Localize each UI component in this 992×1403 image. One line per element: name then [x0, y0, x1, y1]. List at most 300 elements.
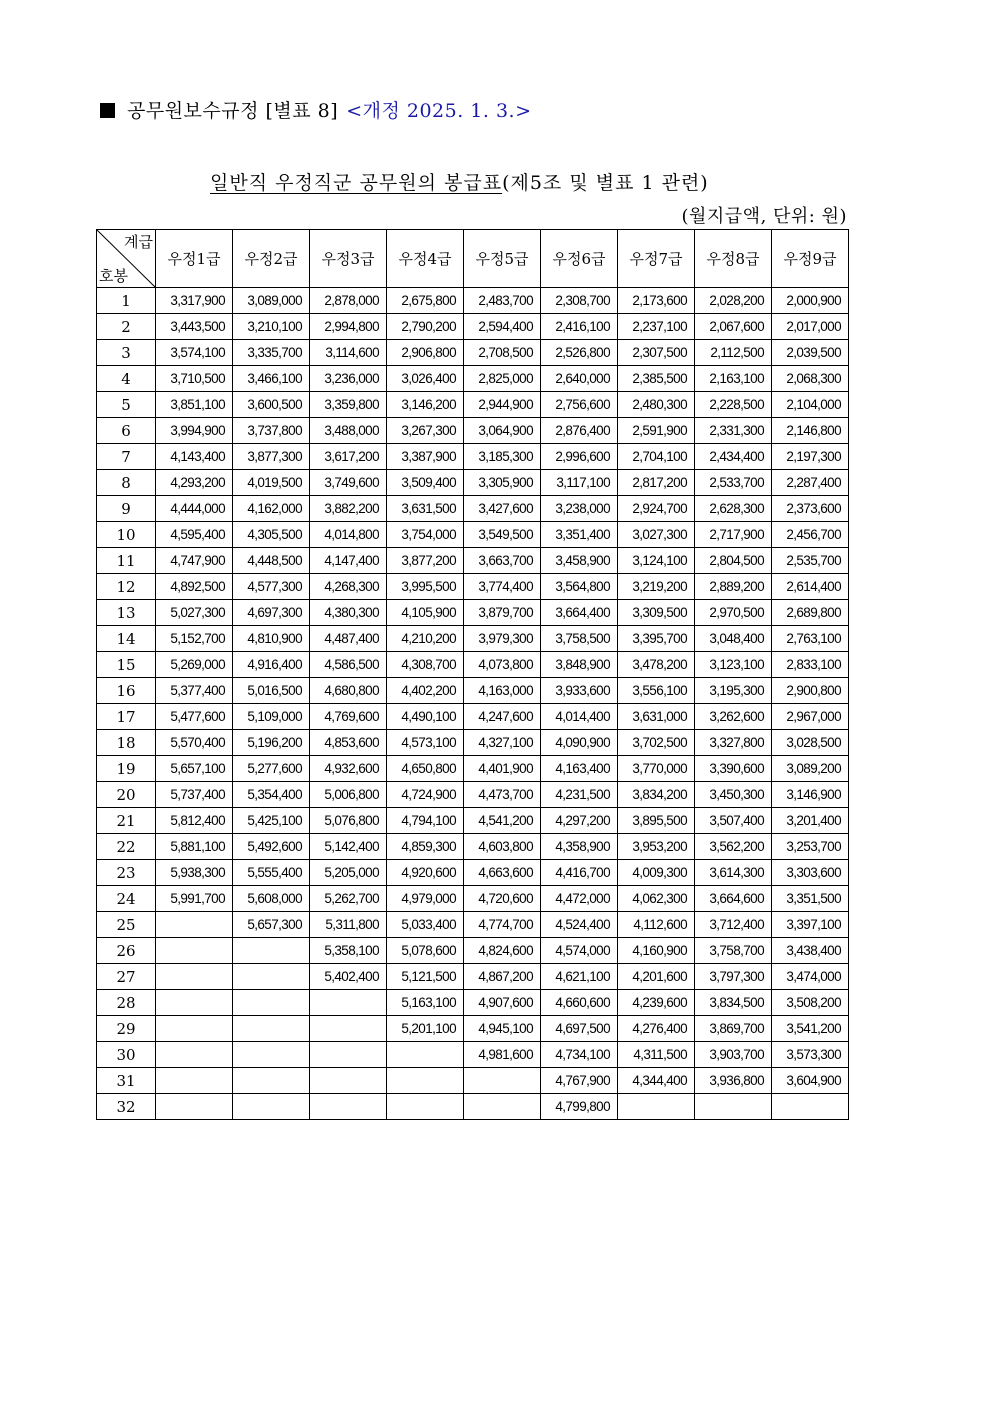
- salary-cell: 3,488,000: [310, 418, 387, 444]
- column-header: 우정2급: [233, 230, 310, 288]
- table-row: [97, 834, 849, 860]
- salary-cell: 4,358,900: [541, 834, 618, 860]
- salary-cell: 3,509,400: [387, 470, 464, 496]
- step-cell: 3: [97, 340, 156, 366]
- salary-cell: 4,487,400: [310, 626, 387, 652]
- step-cell: 6: [97, 418, 156, 444]
- salary-cell: [310, 1068, 387, 1094]
- salary-cell: 3,936,800: [695, 1068, 772, 1094]
- salary-cell: 3,758,500: [541, 626, 618, 652]
- salary-cell: 3,877,200: [387, 548, 464, 574]
- step-cell: 28: [97, 990, 156, 1016]
- salary-cell: 3,474,000: [772, 964, 849, 990]
- salary-cell: 3,089,200: [772, 756, 849, 782]
- salary-cell: [387, 1042, 464, 1068]
- salary-cell: [233, 1042, 310, 1068]
- salary-cell: 4,573,100: [387, 730, 464, 756]
- step-cell: 31: [97, 1068, 156, 1094]
- salary-cell: 3,903,700: [695, 1042, 772, 1068]
- salary-cell: [310, 990, 387, 1016]
- salary-cell: 4,810,900: [233, 626, 310, 652]
- step-cell: 7: [97, 444, 156, 470]
- step-cell: 13: [97, 600, 156, 626]
- salary-cell: [156, 1042, 233, 1068]
- salary-cell: 4,305,500: [233, 522, 310, 548]
- column-header: 우정5급: [464, 230, 541, 288]
- salary-cell: 5,016,500: [233, 678, 310, 704]
- salary-cell: [156, 990, 233, 1016]
- salary-cell: 2,763,100: [772, 626, 849, 652]
- salary-cell: 3,574,100: [156, 340, 233, 366]
- salary-cell: 3,427,600: [464, 496, 541, 522]
- salary-cell: 3,895,500: [618, 808, 695, 834]
- salary-cell: 3,834,200: [618, 782, 695, 808]
- salary-cell: 2,228,500: [695, 392, 772, 418]
- salary-cell: 2,028,200: [695, 288, 772, 314]
- salary-cell: 2,308,700: [541, 288, 618, 314]
- salary-cell: 2,906,800: [387, 340, 464, 366]
- salary-cell: 4,308,700: [387, 652, 464, 678]
- salary-cell: 3,238,000: [541, 496, 618, 522]
- step-cell: 14: [97, 626, 156, 652]
- table-row: [97, 574, 849, 600]
- salary-cell: 4,090,900: [541, 730, 618, 756]
- column-header: 우정9급: [772, 230, 849, 288]
- salary-cell: 4,660,600: [541, 990, 618, 1016]
- salary-cell: 4,473,700: [464, 782, 541, 808]
- salary-cell: [233, 964, 310, 990]
- salary-cell: 2,287,400: [772, 470, 849, 496]
- step-cell: 30: [97, 1042, 156, 1068]
- salary-cell: 4,402,200: [387, 678, 464, 704]
- salary-cell: 2,331,300: [695, 418, 772, 444]
- salary-cell: 4,734,100: [541, 1042, 618, 1068]
- table-row: [97, 938, 849, 964]
- salary-cell: 4,105,900: [387, 600, 464, 626]
- salary-cell: 3,236,000: [310, 366, 387, 392]
- salary-cell: 3,556,100: [618, 678, 695, 704]
- salary-cell: 3,851,100: [156, 392, 233, 418]
- salary-cell: 3,327,800: [695, 730, 772, 756]
- salary-cell: 2,967,000: [772, 704, 849, 730]
- salary-cell: 3,573,300: [772, 1042, 849, 1068]
- step-cell: 22: [97, 834, 156, 860]
- salary-cell: 5,938,300: [156, 860, 233, 886]
- salary-cell: 3,458,900: [541, 548, 618, 574]
- regulation-header: [100, 96, 532, 123]
- table-row: [97, 964, 849, 990]
- salary-cell: 5,311,800: [310, 912, 387, 938]
- table-body: [97, 288, 849, 1120]
- salary-cell: 3,390,600: [695, 756, 772, 782]
- column-header: 우정3급: [310, 230, 387, 288]
- corner-header: [97, 230, 156, 288]
- salary-cell: 5,201,100: [387, 1016, 464, 1042]
- salary-cell: 2,640,000: [541, 366, 618, 392]
- salary-cell: 2,614,400: [772, 574, 849, 600]
- salary-cell: 4,892,500: [156, 574, 233, 600]
- salary-cell: 5,078,600: [387, 938, 464, 964]
- step-cell: 18: [97, 730, 156, 756]
- step-cell: 15: [97, 652, 156, 678]
- salary-cell: 2,704,100: [618, 444, 695, 470]
- salary-cell: 3,305,900: [464, 470, 541, 496]
- salary-cell: 4,472,000: [541, 886, 618, 912]
- salary-cell: 4,981,600: [464, 1042, 541, 1068]
- salary-cell: 4,920,600: [387, 860, 464, 886]
- step-cell: 20: [97, 782, 156, 808]
- salary-cell: [310, 1016, 387, 1042]
- salary-cell: [695, 1094, 772, 1120]
- salary-cell: 4,009,300: [618, 860, 695, 886]
- salary-cell: 3,882,200: [310, 496, 387, 522]
- salary-cell: 5,142,400: [310, 834, 387, 860]
- salary-cell: 2,591,900: [618, 418, 695, 444]
- salary-cell: 3,737,800: [233, 418, 310, 444]
- salary-cell: 5,269,000: [156, 652, 233, 678]
- salary-cell: 2,039,500: [772, 340, 849, 366]
- table-row: [97, 990, 849, 1016]
- salary-cell: 2,533,700: [695, 470, 772, 496]
- salary-cell: 4,824,600: [464, 938, 541, 964]
- unit-note: (월지급액, 단위: 원): [681, 206, 847, 227]
- salary-cell: 5,377,400: [156, 678, 233, 704]
- salary-cell: [310, 1094, 387, 1120]
- salary-cell: 4,916,400: [233, 652, 310, 678]
- salary-cell: 2,000,900: [772, 288, 849, 314]
- salary-cell: 4,747,900: [156, 548, 233, 574]
- salary-cell: 3,879,700: [464, 600, 541, 626]
- salary-cell: 4,276,400: [618, 1016, 695, 1042]
- salary-cell: 4,603,800: [464, 834, 541, 860]
- salary-cell: 2,889,200: [695, 574, 772, 600]
- salary-cell: 3,395,700: [618, 626, 695, 652]
- salary-cell: [233, 990, 310, 1016]
- salary-cell: [464, 1068, 541, 1094]
- salary-cell: 4,019,500: [233, 470, 310, 496]
- salary-cell: [387, 1068, 464, 1094]
- salary-cell: 4,147,400: [310, 548, 387, 574]
- column-header: 우정4급: [387, 230, 464, 288]
- salary-cell: 3,219,200: [618, 574, 695, 600]
- salary-cell: 5,205,000: [310, 860, 387, 886]
- salary-cell: [387, 1094, 464, 1120]
- corner-grade-label: 계급: [124, 233, 153, 251]
- salary-cell: 4,524,400: [541, 912, 618, 938]
- salary-cell: 4,268,300: [310, 574, 387, 600]
- salary-cell: 2,594,400: [464, 314, 541, 340]
- column-header: 우정7급: [618, 230, 695, 288]
- table-row: [97, 808, 849, 834]
- salary-cell: 2,996,600: [541, 444, 618, 470]
- salary-cell: 3,664,400: [541, 600, 618, 626]
- step-cell: 23: [97, 860, 156, 886]
- step-cell: 24: [97, 886, 156, 912]
- table-row: [97, 1016, 849, 1042]
- table-row: [97, 782, 849, 808]
- salary-cell: 5,163,100: [387, 990, 464, 1016]
- salary-cell: 5,991,700: [156, 886, 233, 912]
- salary-cell: 2,307,500: [618, 340, 695, 366]
- salary-cell: 3,438,400: [772, 938, 849, 964]
- salary-cell: 4,697,300: [233, 600, 310, 626]
- salary-cell: 2,970,500: [695, 600, 772, 626]
- salary-cell: 3,201,400: [772, 808, 849, 834]
- salary-cell: 4,663,600: [464, 860, 541, 886]
- step-cell: 4: [97, 366, 156, 392]
- salary-cell: 3,834,500: [695, 990, 772, 1016]
- salary-cell: 3,387,900: [387, 444, 464, 470]
- salary-cell: 4,014,400: [541, 704, 618, 730]
- salary-cell: 3,026,400: [387, 366, 464, 392]
- salary-cell: 4,014,800: [310, 522, 387, 548]
- step-cell: 9: [97, 496, 156, 522]
- step-cell: 32: [97, 1094, 156, 1120]
- step-cell: 17: [97, 704, 156, 730]
- salary-cell: 3,710,500: [156, 366, 233, 392]
- salary-cell: 4,444,000: [156, 496, 233, 522]
- salary-cell: 4,160,900: [618, 938, 695, 964]
- salary-cell: 3,848,900: [541, 652, 618, 678]
- salary-cell: 5,570,400: [156, 730, 233, 756]
- salary-cell: 4,416,700: [541, 860, 618, 886]
- salary-cell: 3,754,000: [387, 522, 464, 548]
- salary-cell: 3,631,000: [618, 704, 695, 730]
- salary-cell: 2,067,600: [695, 314, 772, 340]
- salary-cell: 2,628,300: [695, 496, 772, 522]
- salary-cell: 5,354,400: [233, 782, 310, 808]
- salary-cell: 3,210,100: [233, 314, 310, 340]
- salary-cell: 3,541,200: [772, 1016, 849, 1042]
- salary-cell: 2,146,800: [772, 418, 849, 444]
- salary-cell: 2,675,800: [387, 288, 464, 314]
- salary-cell: 4,794,100: [387, 808, 464, 834]
- table-row: [97, 860, 849, 886]
- salary-cell: 3,064,900: [464, 418, 541, 444]
- step-cell: 19: [97, 756, 156, 782]
- salary-cell: 3,869,700: [695, 1016, 772, 1042]
- table-row: [97, 288, 849, 314]
- salary-cell: 3,953,200: [618, 834, 695, 860]
- salary-cell: 3,450,300: [695, 782, 772, 808]
- table-row: [97, 704, 849, 730]
- amendment-note: <개정 2025. 1. 3.>: [346, 100, 532, 122]
- salary-cell: 4,380,300: [310, 600, 387, 626]
- table-row: [97, 392, 849, 418]
- salary-cell: 3,048,400: [695, 626, 772, 652]
- salary-cell: 5,006,800: [310, 782, 387, 808]
- salary-cell: [156, 1094, 233, 1120]
- salary-cell: 5,812,400: [156, 808, 233, 834]
- salary-cell: 3,749,600: [310, 470, 387, 496]
- salary-cell: 3,995,500: [387, 574, 464, 600]
- salary-cell: 4,621,100: [541, 964, 618, 990]
- corner-step-label: 호봉: [99, 267, 128, 285]
- salary-cell: 5,196,200: [233, 730, 310, 756]
- step-cell: 26: [97, 938, 156, 964]
- table-row: [97, 730, 849, 756]
- salary-cell: 5,121,500: [387, 964, 464, 990]
- salary-cell: 3,604,900: [772, 1068, 849, 1094]
- salary-cell: 3,774,400: [464, 574, 541, 600]
- salary-cell: 3,549,500: [464, 522, 541, 548]
- salary-cell: 4,932,600: [310, 756, 387, 782]
- salary-cell: 3,124,100: [618, 548, 695, 574]
- salary-cell: 3,359,800: [310, 392, 387, 418]
- salary-cell: 5,033,400: [387, 912, 464, 938]
- salary-cell: 5,277,600: [233, 756, 310, 782]
- table-title-suffix: (제5조 및 별표 1 관련): [502, 172, 709, 194]
- salary-cell: 5,027,300: [156, 600, 233, 626]
- salary-cell: 4,239,600: [618, 990, 695, 1016]
- table-row: [97, 600, 849, 626]
- table-row: [97, 912, 849, 938]
- salary-cell: 4,541,200: [464, 808, 541, 834]
- table-row: [97, 444, 849, 470]
- step-cell: 5: [97, 392, 156, 418]
- table-title-main: 일반직 우정직군 공무원의 봉급표: [210, 172, 503, 194]
- salary-cell: 2,876,400: [541, 418, 618, 444]
- salary-cell: 3,933,600: [541, 678, 618, 704]
- salary-cell: 5,402,400: [310, 964, 387, 990]
- salary-cell: 3,466,100: [233, 366, 310, 392]
- salary-cell: 4,586,500: [310, 652, 387, 678]
- table-row: [97, 366, 849, 392]
- salary-cell: 4,650,800: [387, 756, 464, 782]
- salary-cell: 3,702,500: [618, 730, 695, 756]
- salary-cell: 2,173,600: [618, 288, 695, 314]
- salary-cell: 4,073,800: [464, 652, 541, 678]
- salary-cell: 4,799,800: [541, 1094, 618, 1120]
- salary-cell: 4,724,900: [387, 782, 464, 808]
- salary-cell: 3,146,200: [387, 392, 464, 418]
- salary-cell: 3,351,400: [541, 522, 618, 548]
- salary-cell: 2,944,900: [464, 392, 541, 418]
- salary-cell: 2,068,300: [772, 366, 849, 392]
- salary-cell: 2,689,800: [772, 600, 849, 626]
- salary-cell: 2,112,500: [695, 340, 772, 366]
- salary-cell: 5,425,100: [233, 808, 310, 834]
- salary-cell: 2,817,200: [618, 470, 695, 496]
- salary-cell: 3,979,300: [464, 626, 541, 652]
- salary-cell: [156, 938, 233, 964]
- salary-cell: 2,833,100: [772, 652, 849, 678]
- salary-cell: 3,712,400: [695, 912, 772, 938]
- salary-cell: 4,344,400: [618, 1068, 695, 1094]
- salary-cell: [156, 912, 233, 938]
- salary-cell: 5,492,600: [233, 834, 310, 860]
- column-header: 우정6급: [541, 230, 618, 288]
- salary-cell: 3,253,700: [772, 834, 849, 860]
- step-cell: 25: [97, 912, 156, 938]
- salary-cell: 4,143,400: [156, 444, 233, 470]
- salary-cell: 4,293,200: [156, 470, 233, 496]
- salary-cell: 3,185,300: [464, 444, 541, 470]
- salary-cell: 2,825,000: [464, 366, 541, 392]
- salary-cell: 3,478,200: [618, 652, 695, 678]
- salary-cell: 4,595,400: [156, 522, 233, 548]
- salary-cell: [772, 1094, 849, 1120]
- salary-cell: 3,195,300: [695, 678, 772, 704]
- salary-cell: 5,881,100: [156, 834, 233, 860]
- salary-cell: 4,859,300: [387, 834, 464, 860]
- table-row: [97, 626, 849, 652]
- salary-cell: 3,117,100: [541, 470, 618, 496]
- salary-cell: 2,456,700: [772, 522, 849, 548]
- salary-cell: 3,663,700: [464, 548, 541, 574]
- salary-cell: 2,385,500: [618, 366, 695, 392]
- step-cell: 11: [97, 548, 156, 574]
- salary-cell: 4,327,100: [464, 730, 541, 756]
- salary-cell: 4,577,300: [233, 574, 310, 600]
- salary-cell: 3,600,500: [233, 392, 310, 418]
- salary-cell: 3,123,100: [695, 652, 772, 678]
- salary-cell: 3,309,500: [618, 600, 695, 626]
- salary-cell: 4,853,600: [310, 730, 387, 756]
- salary-cell: 2,197,300: [772, 444, 849, 470]
- salary-cell: 4,297,200: [541, 808, 618, 834]
- salary-cell: 3,262,600: [695, 704, 772, 730]
- salary-cell: 4,311,500: [618, 1042, 695, 1068]
- salary-table: [96, 229, 849, 1120]
- salary-cell: 3,089,000: [233, 288, 310, 314]
- salary-cell: 5,657,300: [233, 912, 310, 938]
- table-row: [97, 340, 849, 366]
- salary-cell: 3,508,200: [772, 990, 849, 1016]
- salary-cell: [618, 1094, 695, 1120]
- table-title: [210, 168, 709, 195]
- salary-cell: [156, 1068, 233, 1094]
- table-row: [97, 418, 849, 444]
- table-row: [97, 1094, 849, 1120]
- salary-cell: 5,608,000: [233, 886, 310, 912]
- salary-cell: 2,237,100: [618, 314, 695, 340]
- salary-cell: 2,017,000: [772, 314, 849, 340]
- salary-cell: 4,680,800: [310, 678, 387, 704]
- salary-cell: [156, 1016, 233, 1042]
- salary-cell: 5,076,800: [310, 808, 387, 834]
- regulation-name: 공무원보수규정 [별표 8]: [127, 100, 339, 122]
- table-row: [97, 678, 849, 704]
- salary-cell: 5,657,100: [156, 756, 233, 782]
- salary-cell: [233, 1068, 310, 1094]
- salary-cell: 3,770,000: [618, 756, 695, 782]
- salary-cell: 2,994,800: [310, 314, 387, 340]
- salary-cell: 2,416,100: [541, 314, 618, 340]
- table-row: [97, 548, 849, 574]
- table-row: [97, 314, 849, 340]
- table-header-row: [97, 230, 849, 288]
- salary-cell: 4,774,700: [464, 912, 541, 938]
- salary-cell: 2,483,700: [464, 288, 541, 314]
- salary-cell: [233, 1094, 310, 1120]
- salary-cell: 4,163,000: [464, 678, 541, 704]
- table-row: [97, 496, 849, 522]
- salary-cell: 3,317,900: [156, 288, 233, 314]
- salary-cell: 3,877,300: [233, 444, 310, 470]
- salary-cell: 4,907,600: [464, 990, 541, 1016]
- salary-cell: 2,163,100: [695, 366, 772, 392]
- salary-cell: 4,401,900: [464, 756, 541, 782]
- salary-cell: [464, 1094, 541, 1120]
- salary-cell: 4,769,600: [310, 704, 387, 730]
- salary-cell: 2,104,000: [772, 392, 849, 418]
- salary-cell: 2,924,700: [618, 496, 695, 522]
- salary-cell: 2,708,500: [464, 340, 541, 366]
- salary-cell: 4,697,500: [541, 1016, 618, 1042]
- step-cell: 21: [97, 808, 156, 834]
- salary-cell: 2,373,600: [772, 496, 849, 522]
